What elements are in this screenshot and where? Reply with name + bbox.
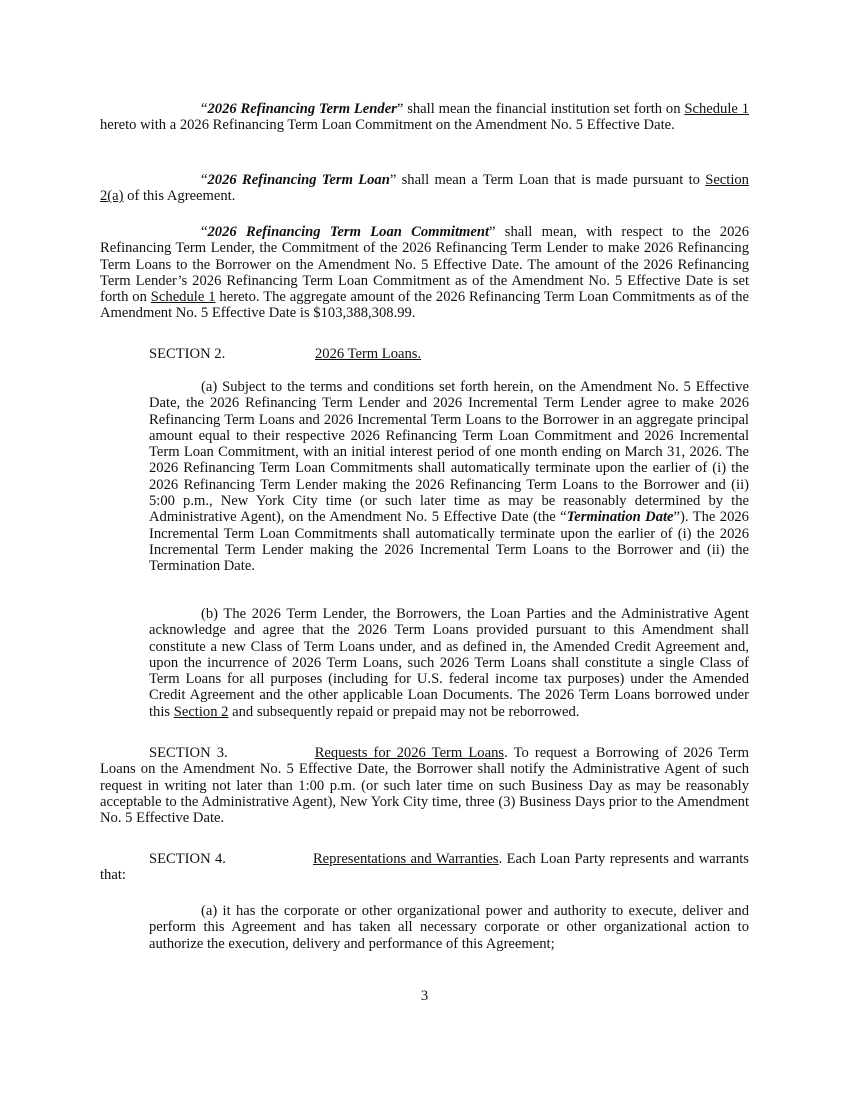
paragraph-text: and subsequently repaid or prepaid may not be reborrowed. [228,703,580,720]
section-2-heading [149,346,422,362]
defined-term: 2026 Refinancing Term Loan [207,172,390,188]
schedule-reference: Schedule 1 [684,101,749,117]
section-label: SECTION 2. [149,346,226,362]
close-quote: ” [489,224,496,240]
defined-term: 2026 Refinancing Term Lender [207,101,397,117]
definition-text: shall mean the financial institution set forth on [403,101,685,117]
section-2a-paragraph [149,379,749,575]
definition-text: shall mean a Term Loan that is made pursuant to [396,172,706,188]
section-label: SECTION 3. [149,745,228,761]
definition-refinancing-term-lender [100,101,749,134]
schedule-reference: Schedule 1 [150,289,216,306]
section-title: Representations and Warranties [312,851,499,867]
close-quote: ” [396,101,404,117]
section-title: Requests for 2026 Term Loans [314,745,505,761]
paragraph-text: (a) Subject to the terms and conditions set forth herein, on the Amendment No. 5 Effective Date, the 2026 Refinancing Term Lender and 2026 Incremental Term Lender agree to make 2026 Refinancing Term Loans and 2026 Incremental Term Loans to the Borrower in an aggregate principal amount equal to their respective 2026 Refinancing Term Loan Commitment and 2026 Incremental Term Loan Commitment, with an initial interest period of one month ending on March 31, 2026. The 2026 Refinancing Term Loan Commitments shall automatically terminate upon the earlier of (i) the 2026 Refinancing Term Lender making the 2026 Refinancing Term Loans to the Borrower and (ii) 5:00 p.m., New York City time (or such later time as may be reasonably determined by the Administrative Agent), on the Amendment No. 5 Effective Date (the “ [149,379,749,526]
definition-text: hereto with a 2026 Refinancing Term Loan Commitment on the Amendment No. 5 Effective Date. [100,117,675,134]
paragraph-text: ”). The 2026 Incremental Term Loan Commitments shall automatically terminate upon the earlier of (i) the 2026 Incremental Term Lender making the 2026 Incremental Term Loans to the Borrower and (ii) the Termination Date. [149,509,749,575]
section-text: . To request a Borrowing of 2026 Term Loans on the Amendment No. 5 Effective Date, the Borrower shall notify the Administrative Agent of such request in writing not later than 1:00 p.m. (or such later time on such Business Day as may be reasonably acceptable to the Administrative Agent), New York City time, three (3) Business Days prior to the Amendment No. 5 Effective Date. [100,745,749,827]
definition-refinancing-term-loan [100,172,749,205]
definition-text: of this Agreement. [123,188,236,205]
open-quote: “ [201,101,208,117]
section-4a-paragraph [149,903,749,952]
section-text: . Each Loan Party represents and warrants that: [100,851,749,884]
section-reference: Section 2(a) [100,172,749,205]
section-reference: Section 2 [173,703,229,720]
section-label: SECTION 4. [149,851,226,867]
defined-term: 2026 Refinancing Term Loan Commitment [207,224,489,240]
section-4-paragraph [100,851,749,884]
paragraph-text: (b) The 2026 Term Lender, the Borrowers, the Loan Parties and the Administrative Agent acknowledge and agree that the 2026 Term Loans provided pursuant to this Amendment shall constitute a new Class of Term Loans under, and as defined in, the Amended Credit Agreement and, upon the incurrence of 2026 Term Loans, such 2026 Term Loans shall constitute a single Class of Term Loans for all purposes (including for U.S. federal income tax purposes) under the Amended Credit Agreement and the other applicable Loan Documents. The 2026 Term Loans borrowed under this [149,606,749,720]
definition-refinancing-term-loan-commitment [100,224,749,322]
section-3-paragraph [100,745,749,826]
section-2b-paragraph [149,606,749,720]
open-quote: “ [201,224,208,240]
page-number: 3 [420,988,429,1004]
defined-term: Termination Date [566,509,674,526]
definition-text: hereto. The aggregate amount of the 2026 Refinancing Term Loan Commitments as of the Amendment No. 5 Effective Date is $103,388,308.99. [100,289,749,322]
paragraph-text: (a) it has the corporate or other organizational power and authority to execute, deliver and perform this Agreement and has taken all necessary corporate or other organizational action to authorize the execution, delivery and performance of this Agreement; [149,903,749,952]
definition-text: shall mean, with respect to the 2026 Refinancing Term Lender, the Commitment of the 2026 Refinancing Term Lender to make 2026 Refinancing Term Loans to the Borrower on the Amendment No. 5 Effective Date. The amount of the 2026 Refinancing Term Lender’s 2026 Refinancing Term Loan Commitment as of the Amendment No. 5 Effective Date is set forth on [100,224,749,306]
close-quote: ” [389,172,397,188]
open-quote: “ [201,172,208,188]
section-title: 2026 Term Loans. [315,346,422,362]
